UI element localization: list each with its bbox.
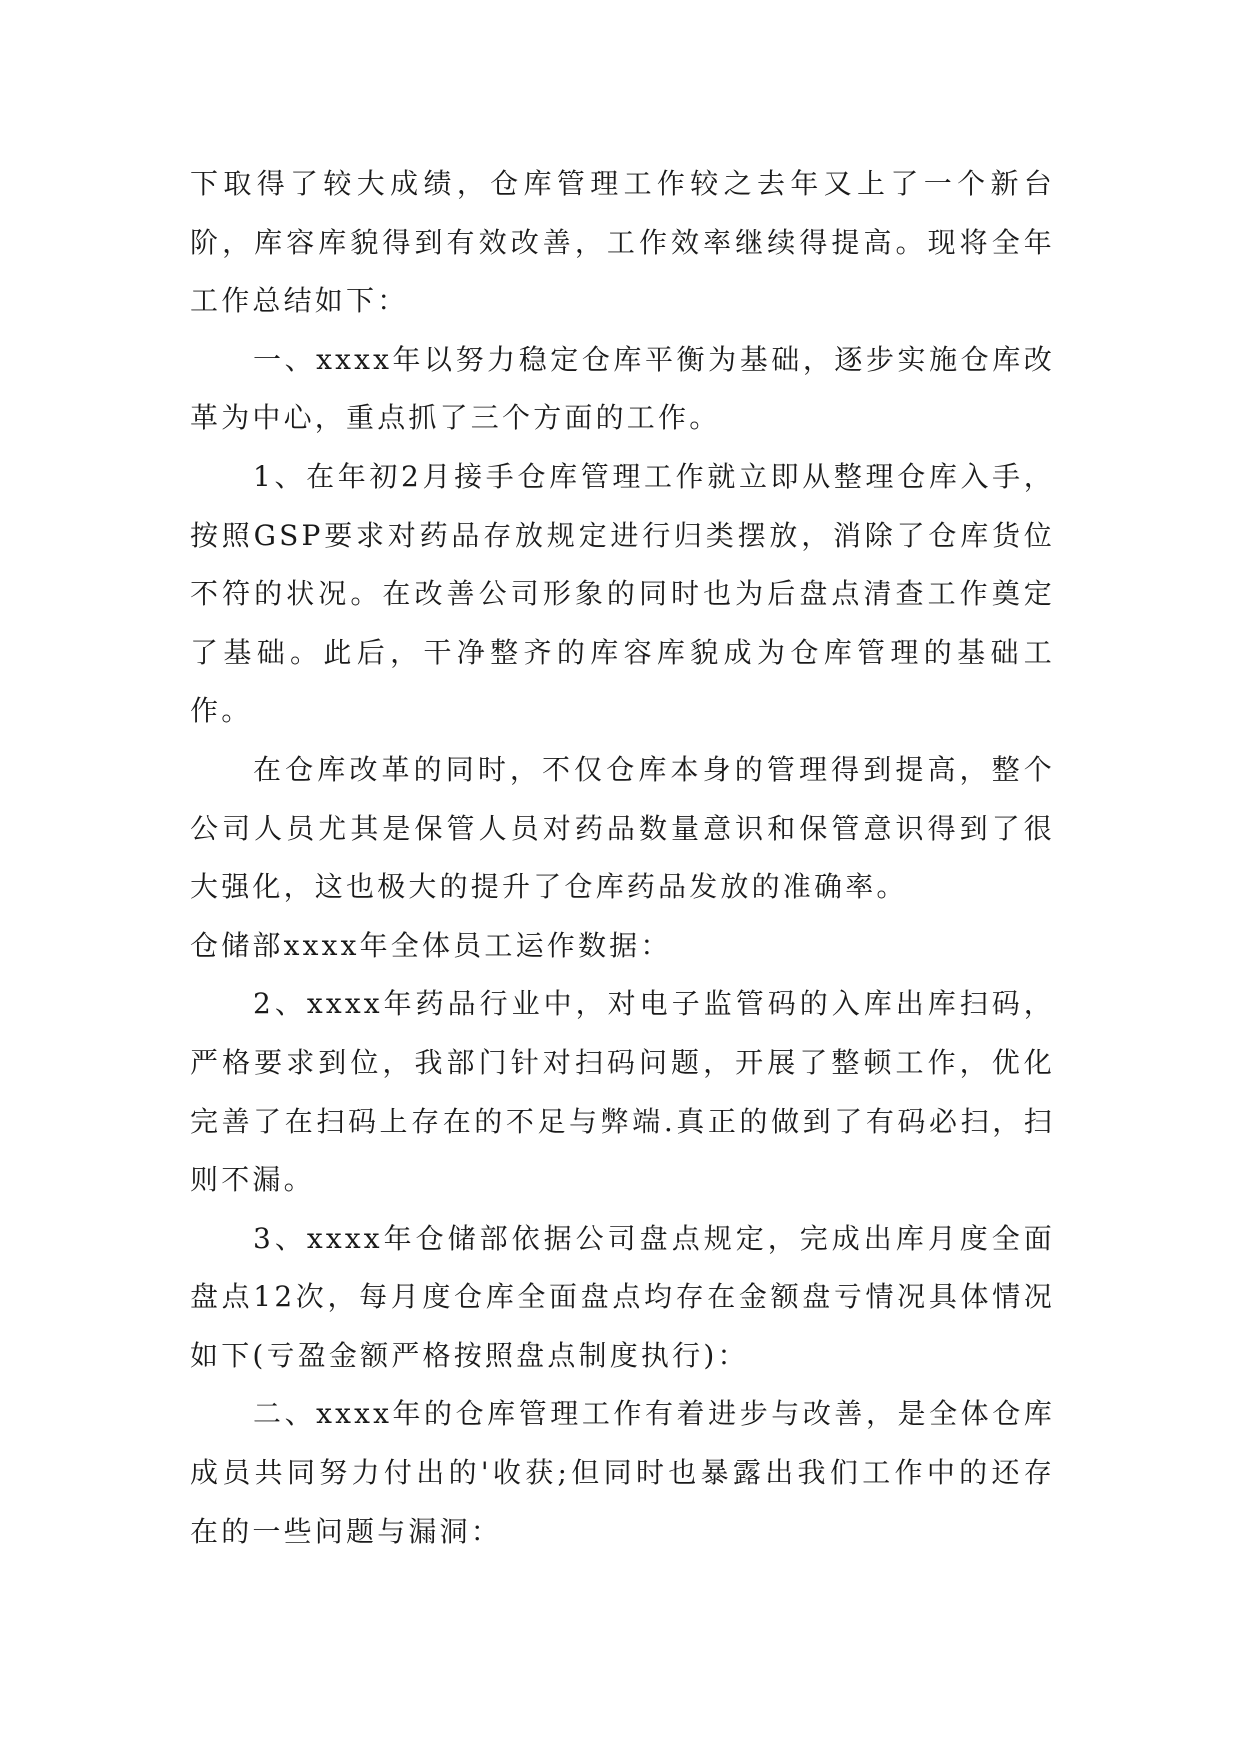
paragraph-5: 仓储部xxxx年全体员工运作数据： (190, 928, 672, 962)
paragraph-1: 下取得了较大成绩，仓库管理工作较之去年又上了一个新台阶，库容库貌得到有效改善，工作效率继续得提高。现将全年工作总结如下： (190, 167, 1055, 318)
document-body (190, 155, 1055, 1561)
paragraph-8: 二、xxxx年的仓库管理工作有着进步与改善，是全体仓库成员共同努力付出的'收获;但同时也暴露出我们工作中的还存在的一些问题与漏洞： (190, 1397, 1055, 1548)
paragraph-2: 一、xxxx年以努力稳定仓库平衡为基础，逐步实施仓库改革为中心，重点抓了三个方面的工作。 (190, 342, 1055, 435)
paragraph-6: 2、xxxx年药品行业中，对电子监管码的入库出库扫码，严格要求到位，我部门针对扫码问题，开展了整顿工作，优化完善了在扫码上存在的不足与弊端.真正的做到了有码必扫，扫则不漏。 (190, 987, 1055, 1197)
paragraph-4: 在仓库改革的同时，不仅仓库本身的管理得到提高，整个公司人员尤其是保管人员对药品数量意识和保管意识得到了很大强化，这也极大的提升了仓库药品发放的准确率。 (190, 752, 1055, 904)
paragraph-3: 1、在年初2月接手仓库管理工作就立即从整理仓库入手，按照GSP要求对药品存放规定进行归类摆放，消除了仓库货位不符的状况。在改善公司形象的同时也为后盘点清查工作奠定了基础。此后，干净整齐的库容库貌成为仓库管理的基础工作。 (190, 459, 1055, 728)
paragraph-7: 3、xxxx年仓储部依据公司盘点规定，完成出库月度全面盘点12次，每月度仓库全面盘点均存在金额盘亏情况具体情况如下(亏盈金额严格按照盘点制度执行)： (190, 1221, 1055, 1372)
